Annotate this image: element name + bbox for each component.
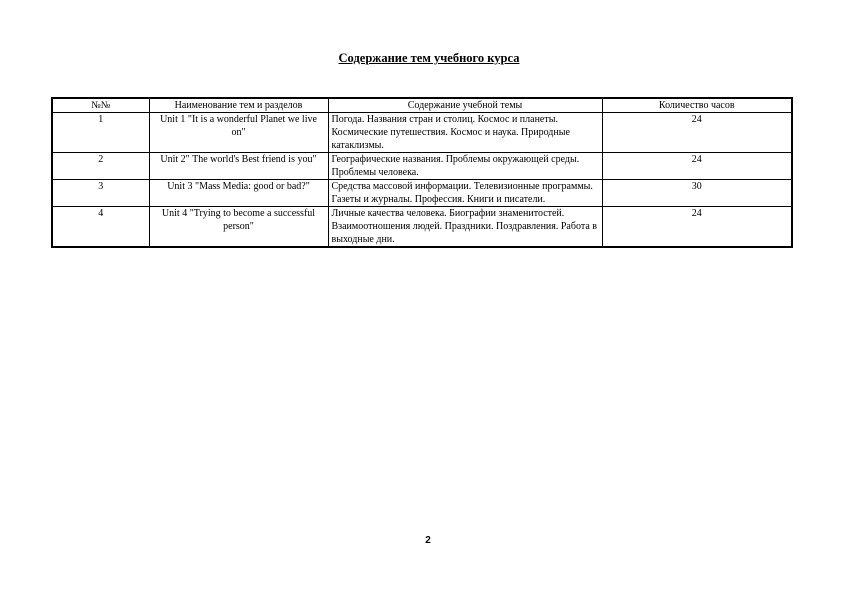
table-row <box>52 153 792 180</box>
row-number: 4 <box>52 207 149 248</box>
page-number: 2 <box>425 535 431 546</box>
table-row <box>52 113 792 153</box>
row-content: Географические названия. Проблемы окружающей среды. Проблемы человека. <box>328 153 602 180</box>
header-content: Содержание учебной темы <box>328 98 602 113</box>
row-hours: 30 <box>602 180 792 207</box>
row-content: Личные качества человека. Биографии знаменитостей. Взаимоотношения людей. Праздники. Поздравления. Работа в выходные дни. <box>328 207 602 248</box>
table-header-row <box>52 98 792 113</box>
table-row <box>52 207 792 248</box>
row-content: Погода. Названия стран и столиц. Космос и планеты. Космические путешествия. Космос и наука. Природные катаклизмы. <box>328 113 602 153</box>
row-hours: 24 <box>602 207 792 248</box>
header-number: №№ <box>52 98 149 113</box>
header-unit: Наименование тем и разделов <box>149 98 328 113</box>
row-hours: 24 <box>602 113 792 153</box>
row-unit: Unit 1 "It is a wonderful Planet we live on" <box>149 113 328 153</box>
row-unit: Unit 3 "Mass Media: good or bad?" <box>149 180 328 207</box>
row-content: Средства массовой информации. Телевизионные программы. Газеты и журналы. Профессия. Книги и писатели. <box>328 180 602 207</box>
row-number: 2 <box>52 153 149 180</box>
row-number: 3 <box>52 180 149 207</box>
row-unit: Unit 2" The world's Best friend is you" <box>149 153 328 180</box>
table-row <box>52 180 792 207</box>
row-hours: 24 <box>602 153 792 180</box>
page-title: Содержание тем учебного курса <box>338 51 520 65</box>
header-hours: Количество часов <box>602 98 792 113</box>
row-unit: Unit 4 "Trying to become a successful person" <box>149 207 328 248</box>
course-topics-table <box>51 97 793 248</box>
row-number: 1 <box>52 113 149 153</box>
